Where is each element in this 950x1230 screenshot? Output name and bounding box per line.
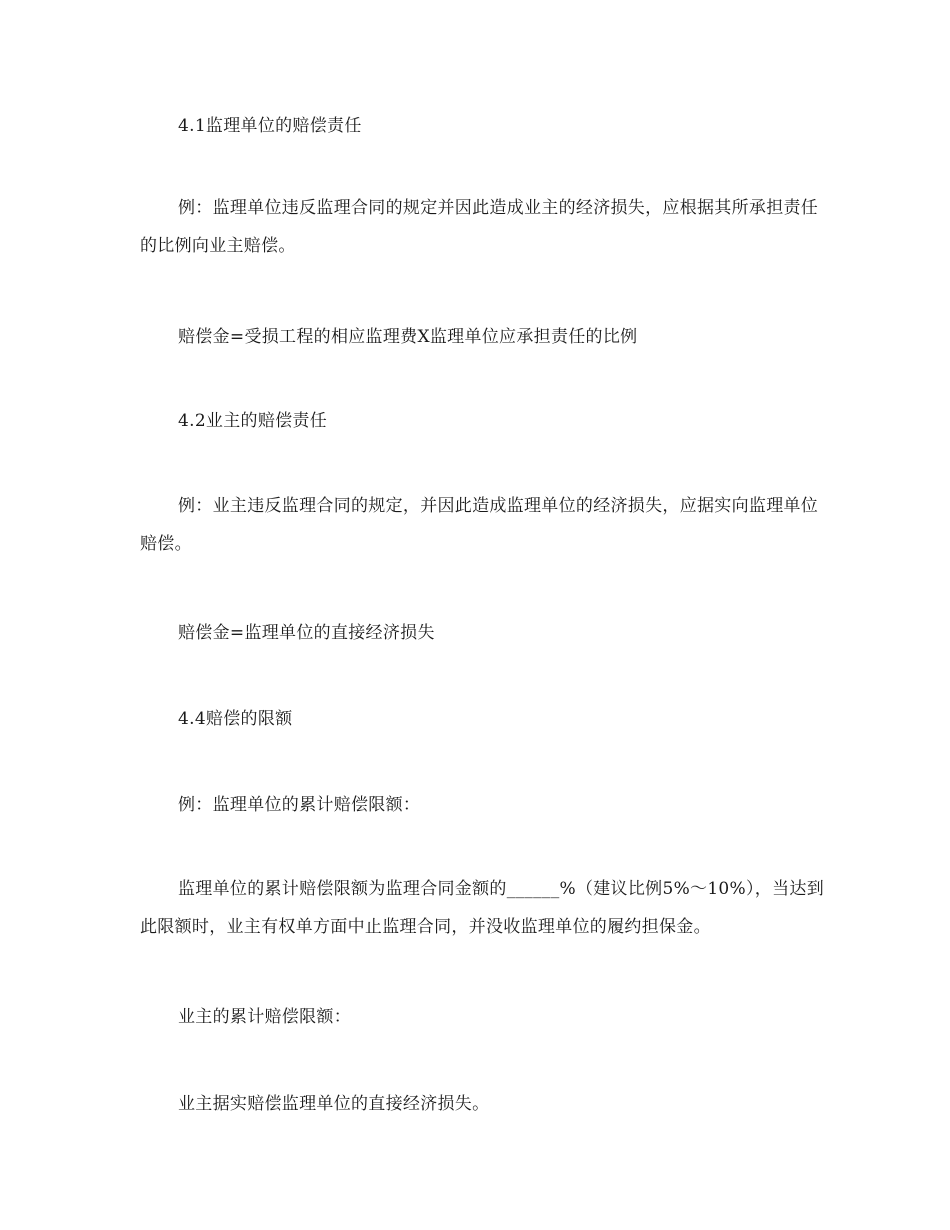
paragraph-supervisor-limit-detail: 监理单位的累计赔偿限额为监理合同金额的______%（建议比例5%～10%），当达到此限额时，业主有权单方面中止监理合同，并没收监理单位的履约担保金。 (140, 879, 825, 937)
paragraph-owner-compensation-formula: 赔偿金=监理单位的直接经济损失 (178, 623, 435, 643)
paragraph-owner-limit-detail: 业主据实赔偿监理单位的直接经济损失。 (178, 1094, 490, 1114)
section-heading-4-4: 4.4赔偿的限额 (178, 709, 293, 729)
paragraph-supervisor-limit-heading: 例：监理单位的累计赔偿限额： (178, 795, 421, 815)
paragraph-supervisor-compensation-formula: 赔偿金=受损工程的相应监理费X监理单位应承担责任的比例 (178, 327, 638, 347)
paragraph-owner-limit-heading: 业主的累计赔偿限额： (178, 1007, 351, 1027)
paragraph-supervisor-liability-example: 例：监理单位违反监理合同的规定并因此造成业主的经济损失，应根据其所承担责任的比例向业主赔偿。 (140, 198, 819, 256)
paragraph-owner-liability-example: 例：业主违反监理合同的规定，并因此造成监理单位的经济损失，应据实向监理单位赔偿。 (140, 496, 819, 554)
section-heading-4-1: 4.1监理单位的赔偿责任 (178, 116, 362, 136)
section-heading-4-2: 4.2业主的赔偿责任 (178, 411, 328, 431)
